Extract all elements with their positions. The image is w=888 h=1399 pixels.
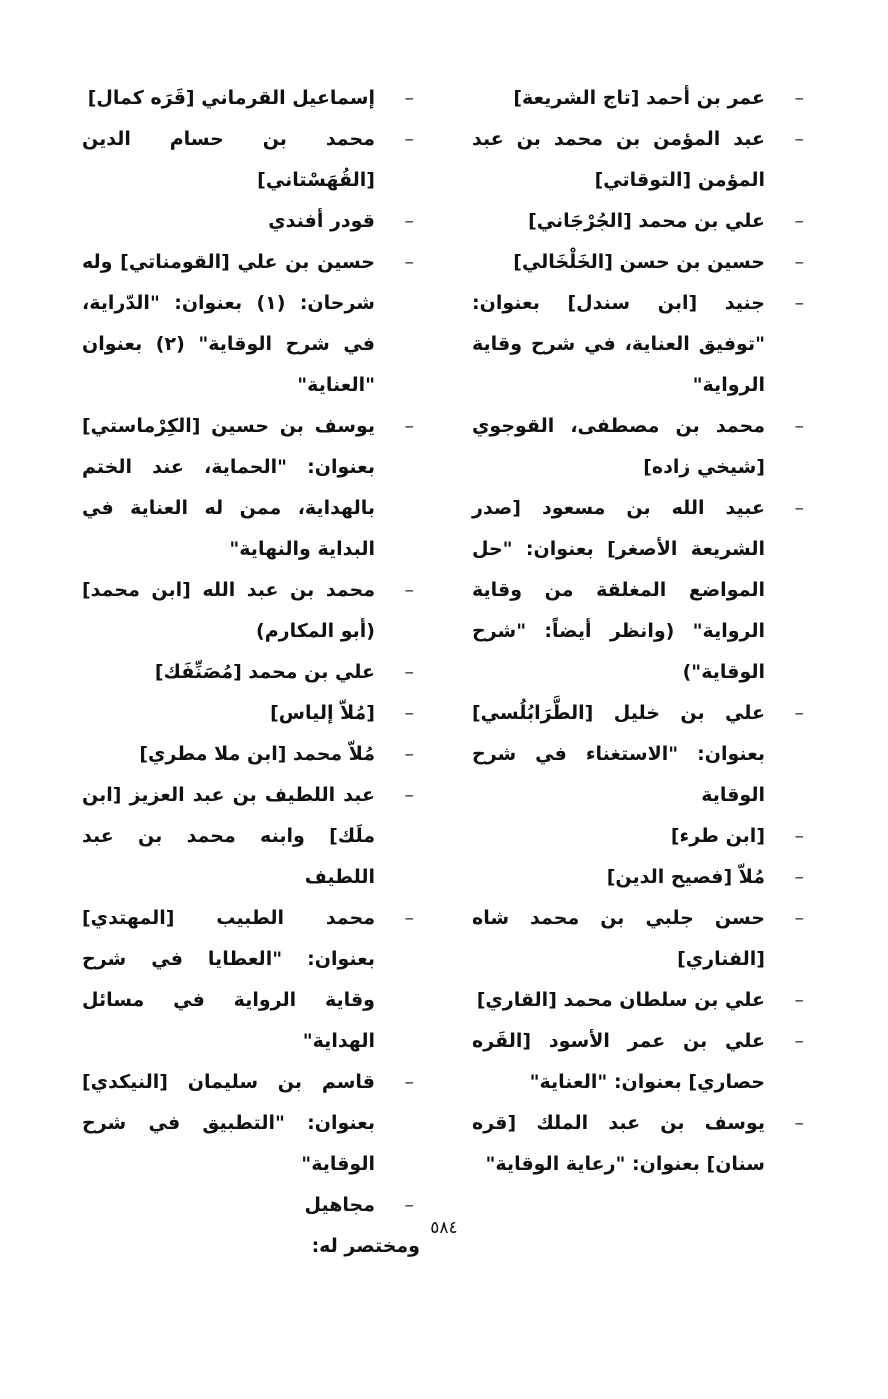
- right-column-entry: [472, 816, 810, 857]
- left-column-entry: [82, 119, 420, 201]
- list-dash: –: [404, 907, 414, 929]
- list-dash: –: [794, 1030, 804, 1052]
- right-column-entry: [472, 1021, 810, 1103]
- list-dash: –: [794, 866, 804, 888]
- list-dash: –: [404, 128, 414, 150]
- list-dash: –: [404, 579, 414, 601]
- page-number: ٥٨٤: [430, 1218, 458, 1238]
- list-dash: –: [794, 702, 804, 724]
- list-dash: –: [404, 1071, 414, 1093]
- left-column-entry: [82, 1062, 420, 1185]
- right-column-entry-text: علي بن سلطان محمد [القاري]: [476, 989, 765, 1011]
- right-column-entry: [472, 119, 810, 201]
- list-dash: –: [794, 1112, 804, 1134]
- left-column-entry: [82, 652, 420, 693]
- right-column-entry-text: مُلاّ [فصيح الدين]: [606, 866, 765, 888]
- list-dash: –: [794, 128, 804, 150]
- list-dash: –: [794, 210, 804, 232]
- list-dash: –: [794, 825, 804, 847]
- left-column: [82, 78, 420, 1267]
- left-column-trailing-line: ومختصر له:: [311, 1235, 420, 1257]
- list-dash: –: [404, 1194, 414, 1216]
- left-column-entry-text: قاسم بن سليمان [النيكدي] بعنوان: "التطبيق في شرح الوقاية": [82, 1071, 375, 1175]
- left-column-entry: [82, 734, 420, 775]
- left-column-entry: [82, 78, 420, 119]
- left-column-entry: [82, 898, 420, 1062]
- right-column-entry-text: عبد المؤمن بن محمد بن عبد المؤمن [التوقاتي]: [472, 128, 765, 191]
- list-dash: –: [794, 292, 804, 314]
- list-dash: –: [404, 743, 414, 765]
- list-dash: –: [404, 415, 414, 437]
- list-dash: –: [794, 251, 804, 273]
- right-column-entry: [472, 857, 810, 898]
- list-dash: –: [794, 415, 804, 437]
- list-dash: –: [404, 251, 414, 273]
- left-column-entry: [82, 242, 420, 406]
- right-column-entry-text: عمر بن أحمد [تاج الشريعة]: [513, 87, 765, 109]
- right-column-entry: [472, 980, 810, 1021]
- right-column-entry-text: علي بن عمر الأسود [القَره حصاري] بعنوان: "العناية": [472, 1030, 765, 1093]
- right-column-entry: [472, 283, 810, 406]
- right-column-entry-text: يوسف بن عبد الملك [قره سنان] بعنوان: "رعاية الوقاية": [472, 1112, 765, 1175]
- left-column-entry-text: محمد بن عبد الله [ابن محمد] (أبو المكارم): [82, 579, 375, 642]
- right-column-entry: [472, 898, 810, 980]
- right-column-entry-text: علي بن خليل [الطَّرَابُلُسي] بعنوان: "الاستغناء في شرح الوقاية: [472, 702, 765, 806]
- left-column-entry-text: علي بن محمد [مُصَنِّفَك]: [154, 661, 375, 683]
- list-dash: –: [794, 497, 804, 519]
- right-column-entry-text: [ابن طرء]: [670, 825, 765, 847]
- left-column-entry-text: محمد الطبيب [المهتدي] بعنوان: "العطايا في شرح وقاية الرواية في مسائل الهداية": [82, 907, 375, 1052]
- list-dash: –: [404, 702, 414, 724]
- right-column-entry-text: جنيد [ابن سندل] بعنوان: "توفيق العناية، في شرح وقاية الرواية": [472, 292, 765, 396]
- right-column-entry-text: علي بن محمد [الجُرْجَاني]: [528, 210, 765, 232]
- left-column-entry-text: مجاهيل: [304, 1194, 375, 1216]
- right-column-entry: [472, 78, 810, 119]
- list-dash: –: [404, 661, 414, 683]
- right-column-entry: [472, 1103, 810, 1185]
- list-dash: –: [404, 784, 414, 806]
- left-column-entry-text: قودر أفندي: [268, 210, 375, 232]
- left-column-entry-text: [مُلاّ إلياس]: [270, 702, 375, 724]
- right-column: [472, 78, 810, 1185]
- list-dash: –: [794, 907, 804, 929]
- right-column-entry-text: محمد بن مصطفى، القوجوي [شيخي زاده]: [472, 415, 765, 478]
- list-dash: –: [404, 87, 414, 109]
- list-dash: –: [794, 989, 804, 1011]
- left-column-entry-text: محمد بن حسام الدين [القُهَسْتاني]: [82, 128, 375, 191]
- left-column-entry-text: إسماعيل القرماني [قَرَه كمال]: [87, 87, 375, 109]
- right-column-entry-text: حسين بن حسن [الخَلْخَالي]: [513, 251, 765, 273]
- right-column-entry: [472, 201, 810, 242]
- left-column-entry-text: حسين بن علي [القومناتي] وله شرحان: (١) بعنوان: "الدّراية، في شرح الوقاية" (٢) بعنوان "العناية": [82, 251, 375, 396]
- right-column-entry: [472, 242, 810, 283]
- list-dash: –: [794, 87, 804, 109]
- left-column-entry: [82, 406, 420, 570]
- right-column-entry-text: عبيد الله بن مسعود [صدر الشريعة الأصغر] بعنوان: "حل المواضع المغلقة من وقاية الرواية" (وانظر أيضاً: "شرح الوقاية"): [472, 497, 765, 683]
- left-column-entry: [82, 201, 420, 242]
- right-column-entry: [472, 406, 810, 488]
- left-column-entry-text: يوسف بن حسين [الكِرْماستي] بعنوان: "الحماية، عند الختم بالهداية، ممن له العناية في البداية والنهاية": [82, 415, 375, 560]
- left-column-entry: [82, 775, 420, 898]
- left-column-entry: [82, 570, 420, 652]
- left-column-entry-text: عبد اللطيف بن عبد العزيز [ابن ملَك] وابنه محمد بن عبد اللطيف: [82, 784, 375, 888]
- left-column-entry: [82, 693, 420, 734]
- right-column-entry: [472, 488, 810, 693]
- right-column-entry: [472, 693, 810, 816]
- right-column-entry-text: حسن جلبي بن محمد شاه [الفناري]: [472, 907, 765, 970]
- list-dash: –: [404, 210, 414, 232]
- left-column-entry-text: مُلاّ محمد [ابن ملا مطري]: [139, 743, 375, 765]
